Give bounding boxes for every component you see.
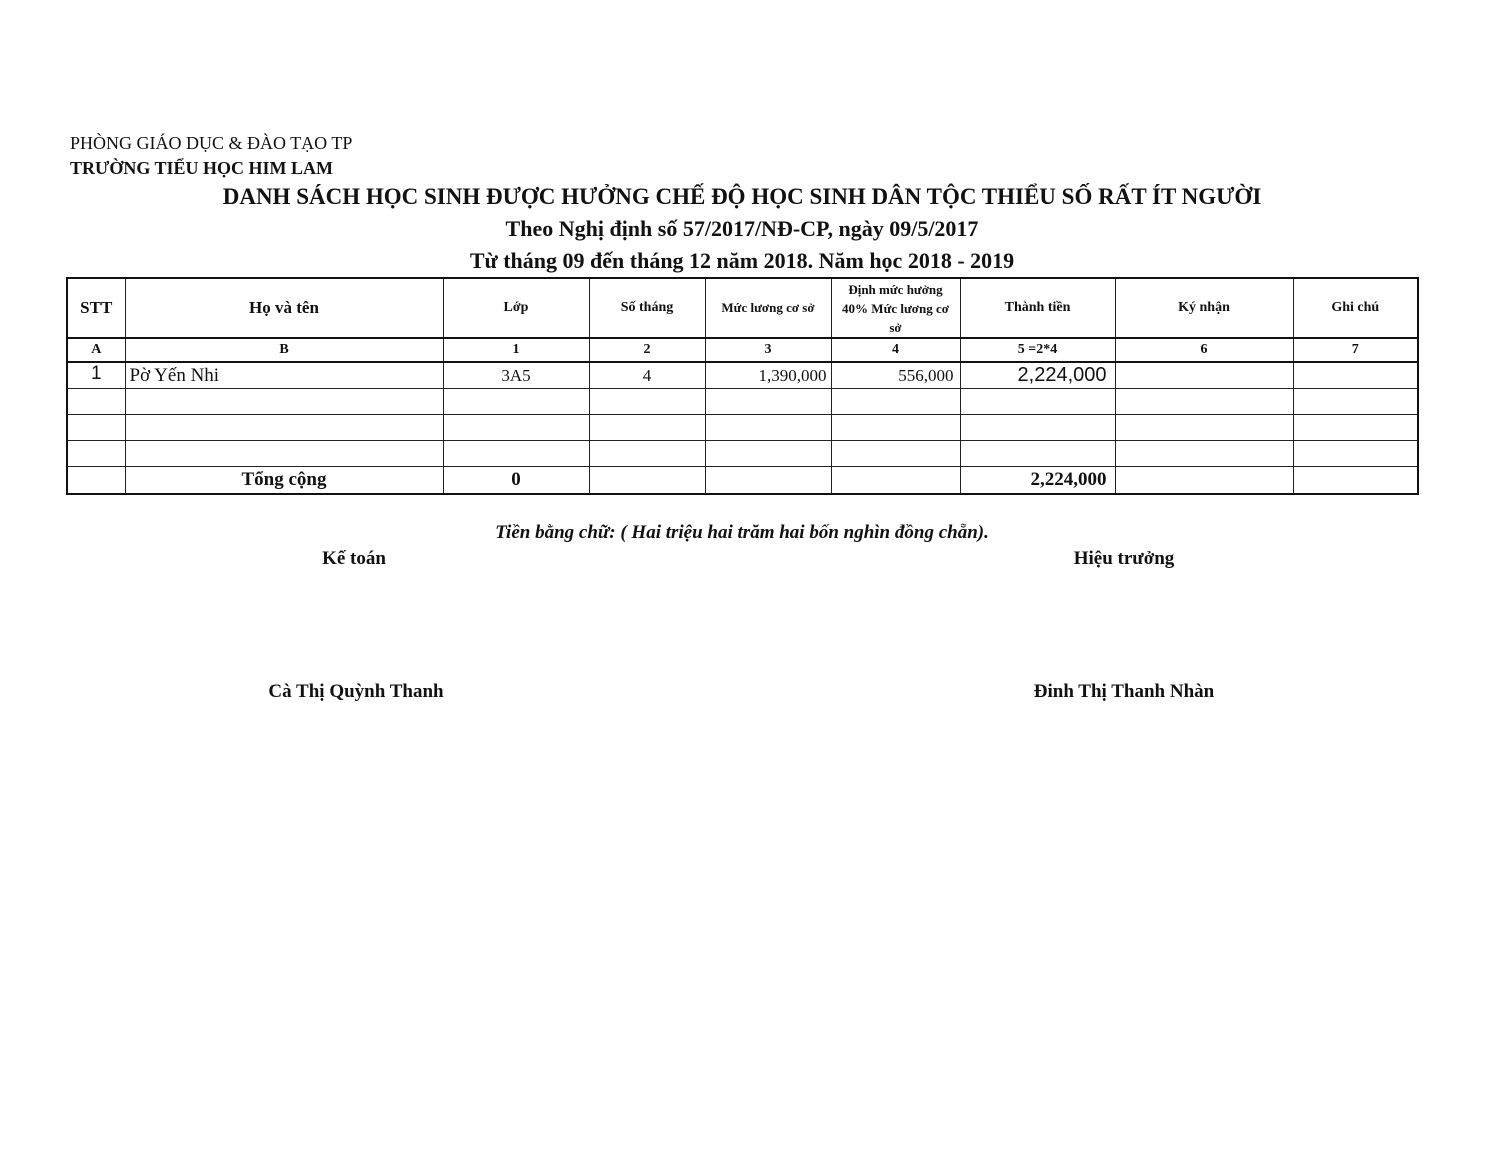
table-row-empty bbox=[67, 415, 1418, 441]
total-class-count: 0 bbox=[443, 467, 589, 495]
index-2: 2 bbox=[589, 338, 705, 362]
header-stt: STT bbox=[67, 278, 125, 338]
amount-in-words: Tiền bằng chữ: ( Hai triệu hai trăm hai bốn nghìn đồng chẵn). bbox=[495, 522, 989, 543]
header-note: Ghi chú bbox=[1293, 278, 1418, 338]
index-1: 1 bbox=[443, 338, 589, 362]
cell-name: Pờ Yến Nhi bbox=[125, 362, 443, 389]
cell-note bbox=[1293, 362, 1418, 389]
cell-class: 3A5 bbox=[443, 362, 589, 389]
header-norm: Định mức hưởng 40% Mức lương cơ sở bbox=[831, 278, 960, 338]
document-title: DANH SÁCH HỌC SINH ĐƯỢC HƯỞNG CHẾ ĐỘ HỌC SINH DÂN TỘC THIỂU SỐ RẤT ÍT NGƯỜI bbox=[222, 184, 1262, 209]
decree-reference: Theo Nghị định số 57/2017/NĐ-CP, ngày 09/5/2017 bbox=[505, 216, 979, 241]
index-6: 6 bbox=[1115, 338, 1293, 362]
header-base-salary: Mức lương cơ sở bbox=[705, 278, 831, 338]
total-label: Tổng cộng bbox=[125, 467, 443, 495]
table-row-empty bbox=[67, 389, 1418, 415]
header-name: Họ và tên bbox=[125, 278, 443, 338]
index-a: A bbox=[67, 338, 125, 362]
student-table bbox=[66, 277, 1419, 495]
cell-stt: 1 bbox=[67, 362, 125, 389]
cell-signature bbox=[1115, 362, 1293, 389]
accountant-name: Cà Thị Quỳnh Thanh bbox=[268, 681, 444, 702]
table-row-empty bbox=[67, 441, 1418, 467]
index-7: 7 bbox=[1293, 338, 1418, 362]
header-amount: Thành tiền bbox=[960, 278, 1115, 338]
index-b: B bbox=[125, 338, 443, 362]
department-name: PHÒNG GIÁO DỤC & ĐÀO TẠO TP bbox=[70, 133, 353, 153]
total-row bbox=[67, 467, 1418, 495]
header-class: Lớp bbox=[443, 278, 589, 338]
index-3: 3 bbox=[705, 338, 831, 362]
principal-name: Đinh Thị Thanh Nhàn bbox=[1033, 681, 1215, 702]
accountant-title: Kế toán bbox=[322, 548, 386, 569]
table-row bbox=[67, 362, 1418, 389]
index-5: 5 =2*4 bbox=[960, 338, 1115, 362]
cell-amount: 2,224,000 bbox=[960, 362, 1115, 389]
period-line: Từ tháng 09 đến tháng 12 năm 2018. Năm học 2018 - 2019 bbox=[469, 248, 1015, 273]
principal-title: Hiệu trưởng bbox=[1073, 548, 1175, 569]
index-4: 4 bbox=[831, 338, 960, 362]
cell-base-salary: 1,390,000 bbox=[705, 362, 831, 389]
header-months: Số tháng bbox=[589, 278, 705, 338]
table-header-row bbox=[67, 278, 1418, 338]
total-amount: 2,224,000 bbox=[960, 467, 1115, 495]
header-signature: Ký nhận bbox=[1115, 278, 1293, 338]
column-index-row bbox=[67, 338, 1418, 362]
cell-norm: 556,000 bbox=[831, 362, 960, 389]
cell-months: 4 bbox=[589, 362, 705, 389]
school-name: TRƯỜNG TIỂU HỌC HIM LAM bbox=[70, 158, 334, 178]
